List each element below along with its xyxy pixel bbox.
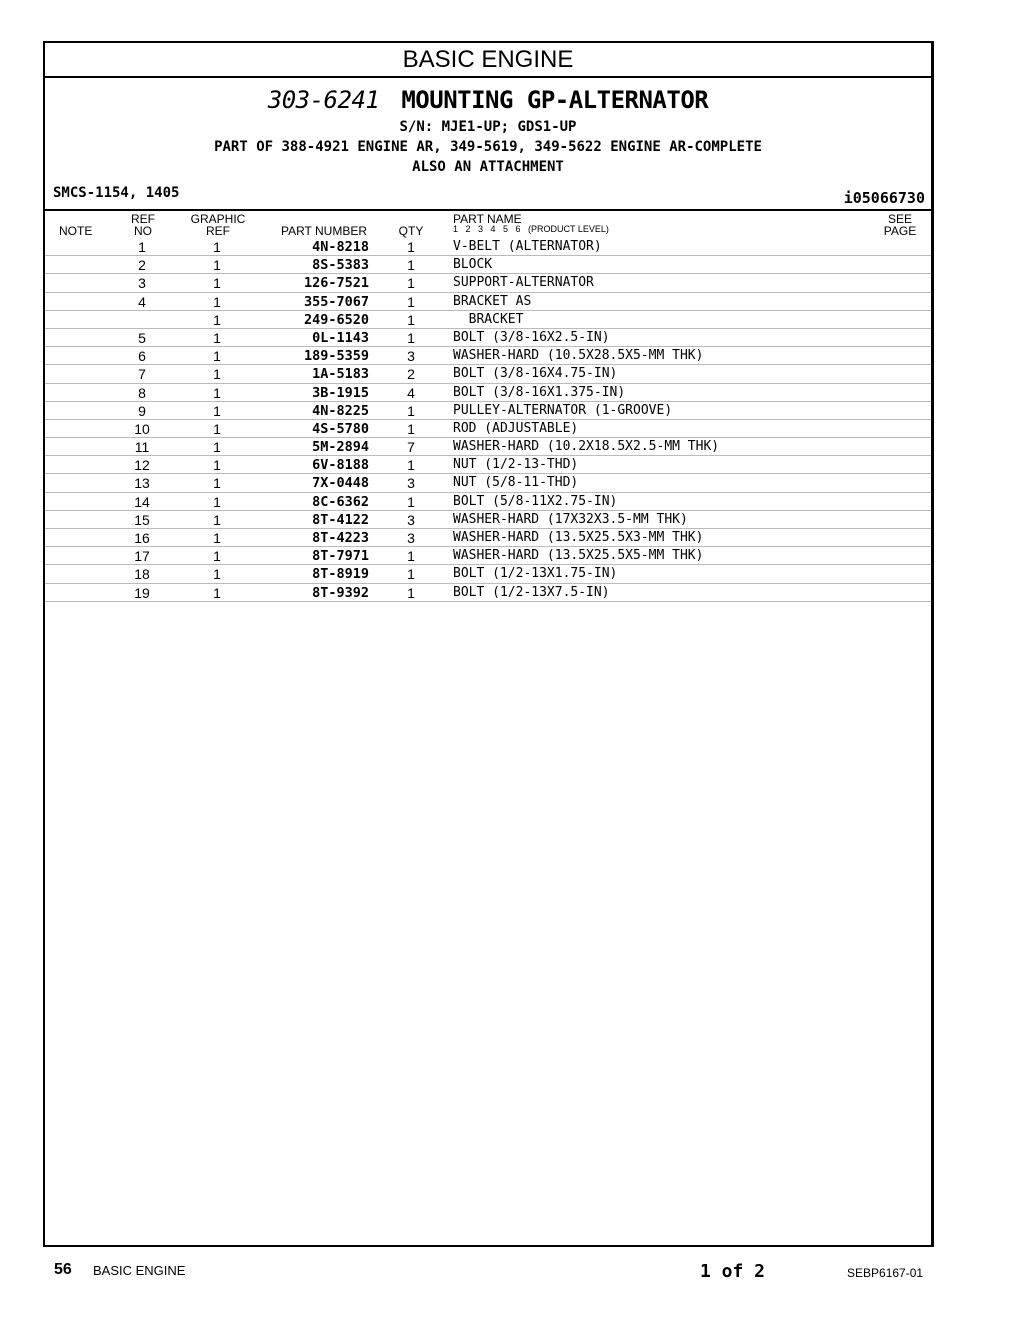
part-name-cell: BOLT (1/2-13X1.75-IN) bbox=[453, 566, 618, 582]
part-number-cell: 8T-4223 bbox=[312, 530, 369, 546]
page-frame bbox=[43, 41, 934, 1247]
part-number-cell: 8S-5383 bbox=[312, 257, 369, 274]
group-number: 303-6241 bbox=[267, 86, 380, 114]
graphic-ref-cell: 1 bbox=[213, 257, 221, 274]
table-row bbox=[45, 256, 931, 274]
part-number-cell: 4N-8225 bbox=[312, 402, 369, 419]
footer-section: BASIC ENGINE bbox=[93, 1263, 186, 1278]
col-qty: QTY bbox=[398, 224, 424, 238]
table-row bbox=[45, 547, 931, 565]
group-name: MOUNTING GP-ALTERNATOR bbox=[401, 86, 709, 114]
part-number-cell: 355-7067 bbox=[303, 293, 369, 310]
part-name-cell: BOLT (5/8-11X2.75-IN) bbox=[453, 493, 618, 509]
graphic-ref-cell: 1 bbox=[213, 439, 221, 456]
ref-no-cell: 5 bbox=[138, 329, 146, 346]
table-row bbox=[45, 511, 931, 529]
ref-no-cell: 10 bbox=[134, 420, 150, 437]
ref-no-cell: 6 bbox=[138, 348, 146, 365]
part-number-cell: 3B-1915 bbox=[312, 384, 369, 401]
part-number-cell: 249-6520 bbox=[303, 311, 369, 328]
ref-no-cell: 13 bbox=[134, 475, 150, 492]
table-row bbox=[45, 565, 931, 583]
qty-cell: 3 bbox=[407, 511, 415, 528]
part-number-cell: 4N-8218 bbox=[312, 239, 369, 255]
qty-cell: 1 bbox=[407, 329, 415, 346]
col-note: NOTE bbox=[59, 224, 93, 238]
col-graphic-bottom: REF bbox=[206, 224, 230, 238]
part-number-cell: 4S-5780 bbox=[312, 420, 369, 437]
graphic-ref-cell: 1 bbox=[213, 239, 221, 255]
qty-cell: 4 bbox=[407, 384, 415, 401]
ref-no-cell: 3 bbox=[138, 275, 146, 292]
part-name-cell: PULLEY-ALTERNATOR (1-GROOVE) bbox=[453, 402, 673, 418]
graphic-ref-cell: 1 bbox=[213, 566, 221, 583]
graphic-ref-cell: 1 bbox=[213, 530, 221, 546]
graphic-ref-cell: 1 bbox=[213, 384, 221, 401]
smcs-code: SMCS-1154, 1405 bbox=[53, 185, 180, 201]
part-number-cell: 8T-7971 bbox=[312, 548, 369, 565]
part-number-cell: 8T-8919 bbox=[312, 566, 369, 583]
qty-cell: 1 bbox=[407, 275, 415, 292]
graphic-ref-cell: 1 bbox=[213, 584, 221, 601]
part-number-cell: 8C-6362 bbox=[312, 493, 369, 510]
ref-no-cell: 2 bbox=[138, 257, 146, 274]
ref-no-cell: 12 bbox=[134, 457, 150, 474]
col-ref-top: REF bbox=[131, 212, 155, 226]
table-row bbox=[45, 402, 931, 420]
part-number-cell: 6V-8188 bbox=[312, 457, 369, 474]
qty-cell: 1 bbox=[407, 420, 415, 437]
table-row bbox=[45, 384, 931, 402]
part-name-cell: WASHER-HARD (10.2X18.5X2.5-MM THK) bbox=[453, 439, 720, 455]
part-name-cell: SUPPORT-ALTERNATOR bbox=[453, 275, 594, 291]
qty-cell: 3 bbox=[407, 475, 415, 492]
graphic-ref-cell: 1 bbox=[213, 329, 221, 346]
header-rule bbox=[45, 209, 931, 211]
footer-sheet-count: 1 of 2 bbox=[700, 1261, 766, 1282]
table-row bbox=[45, 311, 931, 329]
ref-no-cell: 16 bbox=[134, 530, 150, 546]
table-row bbox=[45, 274, 931, 292]
part-name-cell: ROD (ADJUSTABLE) bbox=[453, 420, 579, 436]
qty-cell: 1 bbox=[407, 293, 415, 310]
footer-page-number: 56 bbox=[54, 1261, 72, 1278]
ref-no-cell: 18 bbox=[134, 566, 150, 583]
qty-cell: 3 bbox=[407, 348, 415, 365]
col-part-name: PART NAME bbox=[453, 212, 522, 226]
table-row bbox=[45, 584, 931, 602]
ref-no-cell: 15 bbox=[134, 511, 150, 528]
table-row bbox=[45, 438, 931, 456]
graphic-ref-cell: 1 bbox=[213, 511, 221, 528]
part-number-cell: 5M-2894 bbox=[312, 439, 369, 456]
graphic-ref-cell: 1 bbox=[213, 366, 221, 383]
table-row bbox=[45, 329, 931, 347]
ref-no-cell: 1 bbox=[138, 239, 146, 255]
part-name-cell: V-BELT (ALTERNATOR) bbox=[453, 239, 602, 254]
graphic-ref-cell: 1 bbox=[213, 402, 221, 419]
attachment-note: ALSO AN ATTACHMENT bbox=[412, 159, 564, 175]
graphic-ref-cell: 1 bbox=[213, 293, 221, 310]
ref-no-cell: 19 bbox=[134, 584, 150, 601]
col-part-number: PART NUMBER bbox=[280, 224, 367, 238]
qty-cell: 1 bbox=[407, 257, 415, 274]
graphic-ref-cell: 1 bbox=[213, 348, 221, 365]
ref-no-cell: 11 bbox=[134, 439, 150, 456]
qty-cell: 2 bbox=[407, 366, 415, 383]
col-ref-bottom: NO bbox=[134, 224, 152, 238]
part-number-cell: 8T-9392 bbox=[312, 584, 369, 601]
table-row bbox=[45, 456, 931, 474]
graphic-ref-cell: 1 bbox=[213, 457, 221, 474]
part-number-cell: 189-5359 bbox=[303, 348, 369, 365]
table-row bbox=[45, 365, 931, 383]
part-name-cell: NUT (1/2-13-THD) bbox=[453, 457, 579, 473]
part-number-cell: 126-7521 bbox=[303, 275, 369, 292]
group-title bbox=[45, 86, 931, 114]
qty-cell: 1 bbox=[407, 584, 415, 601]
table-row bbox=[45, 493, 931, 511]
part-of-line: PART OF 388-4921 ENGINE AR, 349-5619, 349-5622 ENGINE AR-COMPLETE bbox=[214, 139, 762, 155]
table-row bbox=[45, 474, 931, 492]
part-name-cell: BLOCK bbox=[453, 257, 493, 273]
col-graphic-top: GRAPHIC bbox=[190, 212, 246, 226]
part-name-cell: NUT (5/8-11-THD) bbox=[453, 475, 579, 491]
part-name-cell: WASHER-HARD (13.5X25.5X5-MM THK) bbox=[453, 548, 704, 564]
qty-cell: 1 bbox=[407, 493, 415, 510]
col-product-levels: 1 2 3 4 5 6 (PRODUCT LEVEL) bbox=[453, 224, 609, 234]
section-title: BASIC ENGINE bbox=[45, 43, 931, 78]
ref-no-cell: 4 bbox=[138, 293, 146, 310]
qty-cell: 1 bbox=[407, 311, 415, 328]
ref-no-cell: 9 bbox=[138, 402, 146, 419]
graphic-ref-cell: 1 bbox=[213, 311, 221, 328]
part-name-cell: WASHER-HARD (17X32X3.5-MM THK) bbox=[453, 511, 688, 527]
ref-no-cell: 14 bbox=[134, 493, 150, 510]
illustration-id: i05066730 bbox=[843, 189, 925, 207]
graphic-ref-cell: 1 bbox=[213, 475, 221, 492]
serial-range: S/N: MJE1-UP; GDS1-UP bbox=[399, 119, 577, 135]
part-name-cell: BOLT (1/2-13X7.5-IN) bbox=[453, 584, 610, 600]
part-name-cell: WASHER-HARD (13.5X25.5X3-MM THK) bbox=[453, 530, 704, 545]
qty-cell: 1 bbox=[407, 402, 415, 419]
part-name-cell: WASHER-HARD (10.5X28.5X5-MM THK) bbox=[453, 348, 704, 364]
qty-cell: 1 bbox=[407, 457, 415, 474]
ref-no-cell: 17 bbox=[134, 548, 150, 565]
ref-no-cell: 8 bbox=[138, 384, 146, 401]
ref-no-cell: 7 bbox=[138, 366, 146, 383]
table-row bbox=[45, 293, 931, 311]
part-name-cell: BRACKET AS bbox=[453, 293, 532, 309]
qty-cell: 1 bbox=[407, 548, 415, 565]
part-name-cell: BOLT (3/8-16X1.375-IN) bbox=[453, 384, 626, 400]
part-number-cell: 1A-5183 bbox=[312, 366, 369, 383]
qty-cell: 3 bbox=[407, 530, 415, 546]
qty-cell: 1 bbox=[407, 566, 415, 583]
graphic-ref-cell: 1 bbox=[213, 493, 221, 510]
qty-cell: 1 bbox=[407, 239, 415, 255]
table-row bbox=[45, 420, 931, 438]
part-number-cell: 7X-0448 bbox=[312, 475, 369, 492]
table-row bbox=[45, 238, 931, 256]
graphic-ref-cell: 1 bbox=[213, 420, 221, 437]
col-see-top: SEE bbox=[887, 212, 912, 226]
part-name-cell: BOLT (3/8-16X2.5-IN) bbox=[453, 329, 610, 345]
table-row bbox=[45, 347, 931, 365]
part-name-cell: BOLT (3/8-16X4.75-IN) bbox=[453, 366, 618, 382]
part-number-cell: 8T-4122 bbox=[312, 511, 369, 528]
footer-doc-number: SEBP6167-01 bbox=[847, 1266, 924, 1280]
graphic-ref-cell: 1 bbox=[213, 548, 221, 565]
parts-table bbox=[45, 238, 931, 602]
graphic-ref-cell: 1 bbox=[213, 275, 221, 292]
table-row bbox=[45, 529, 931, 547]
part-name-cell: BRACKET bbox=[453, 311, 524, 327]
part-number-cell: 0L-1143 bbox=[312, 329, 369, 346]
col-see-bottom: PAGE bbox=[883, 224, 917, 238]
qty-cell: 7 bbox=[407, 439, 415, 456]
